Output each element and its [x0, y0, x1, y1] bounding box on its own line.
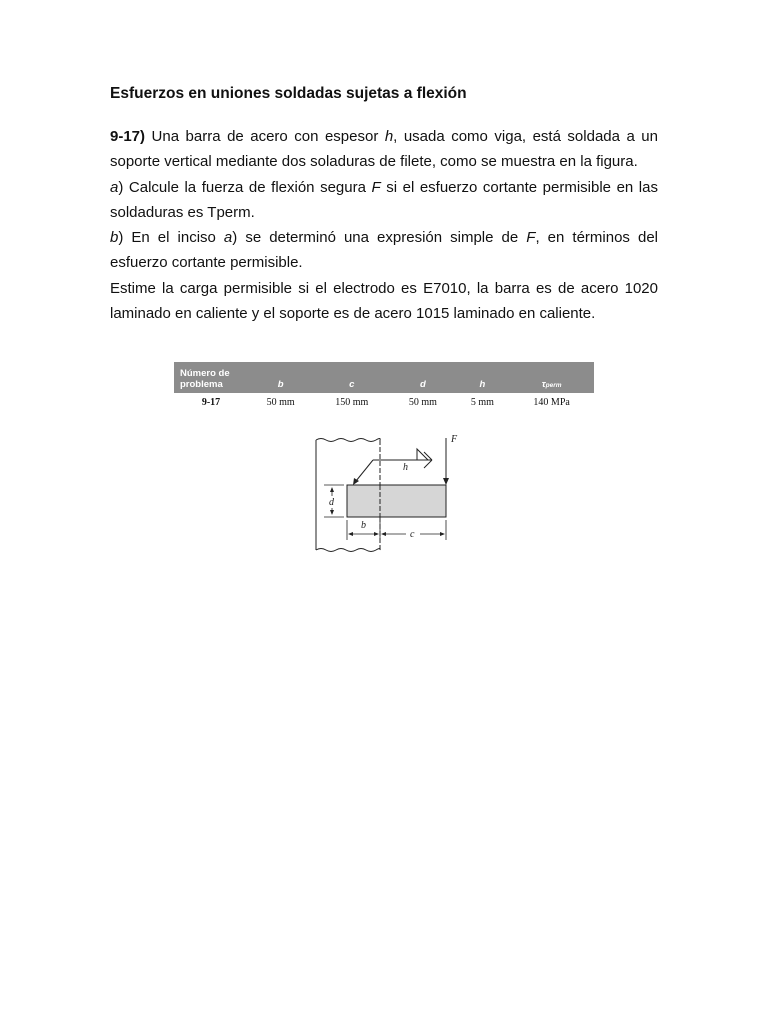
var-h: h: [384, 128, 394, 145]
header-line-1: Número de: [180, 368, 230, 379]
tau-subscript: perm: [545, 382, 562, 389]
figure-diagram: [300, 428, 470, 554]
header-b: b: [277, 379, 284, 390]
header-line-2: problema: [180, 379, 223, 390]
header-problem-number: [174, 362, 248, 393]
dim-d-arrow-top: [330, 487, 334, 492]
cell-d: 50 mm: [408, 396, 437, 408]
cell-tau: 140 MPa: [533, 396, 570, 408]
label-b: b: [361, 520, 366, 531]
dim-b-arrow-right: [374, 532, 379, 536]
weld-symbol: [356, 449, 432, 481]
dim-d-arrow-bottom: [330, 510, 334, 515]
label-h: h: [403, 462, 408, 473]
cell-b: 50 mm: [266, 396, 295, 408]
dim-c-arrow-right: [440, 532, 445, 536]
cell-problem: 9-17: [201, 396, 221, 408]
intro-text-b: , usada como viga, está soldada a un soporte vertical mediante dos soladuras de filete, como se muestra en la figura.: [110, 128, 658, 171]
label-c: c: [410, 529, 415, 540]
paragraph-part-b: [110, 225, 658, 276]
tau-symbol: τ: [541, 379, 546, 390]
part-a-text-a: ) Calcule la fuerza de flexión segura: [118, 178, 372, 196]
ref-a: a: [223, 229, 233, 247]
welded-bar-figure: [300, 428, 470, 554]
paragraph-part-a: [110, 175, 658, 226]
header-c: c: [349, 379, 355, 390]
part-b-label: b: [110, 229, 119, 247]
header-h: h: [479, 379, 486, 390]
var-F-2: F: [526, 229, 536, 247]
steel-bar: [347, 485, 446, 517]
label-d: d: [329, 497, 334, 508]
cell-c: 150 mm: [335, 396, 369, 408]
cell-h: 5 mm: [470, 396, 494, 408]
label-F: F: [451, 434, 458, 445]
table-header-row: [174, 362, 594, 393]
section-heading: Esfuerzos en uniones soldadas sujetas a flexión: [110, 85, 467, 102]
dim-c-arrow-left: [381, 532, 386, 536]
part-b-text-c: , en términos del esfuerzo cortante permisible.: [110, 229, 658, 272]
problem-number: 9-17): [110, 128, 146, 145]
header-tau: [509, 362, 594, 393]
paragraph-estimate: Estime la carga permisible si el electrodo es E7010, la barra es de acero 1020 laminado en caliente y el soporte es de acero 1015 laminado en caliente.: [110, 279, 658, 323]
problem-statement: [110, 124, 658, 326]
part-a-text-b: si el esfuerzo cortante permisible en las soldaduras es Tperm.: [110, 178, 658, 221]
dim-b-arrow-left: [348, 532, 353, 536]
table-row: [174, 393, 594, 411]
dimension-d: [324, 485, 344, 517]
header-d: d: [420, 379, 426, 390]
part-b-text-a: ) En el inciso: [118, 229, 224, 247]
force-arrow: [443, 438, 449, 485]
var-F: F: [371, 178, 381, 196]
part-b-text-b: ) se determinó una expresión simple de: [232, 229, 527, 247]
problem-data-table: [174, 362, 594, 411]
paragraph-intro: [110, 124, 658, 175]
intro-text-a: Una barra de acero con espesor: [145, 128, 385, 145]
part-a-label: a: [110, 178, 119, 196]
